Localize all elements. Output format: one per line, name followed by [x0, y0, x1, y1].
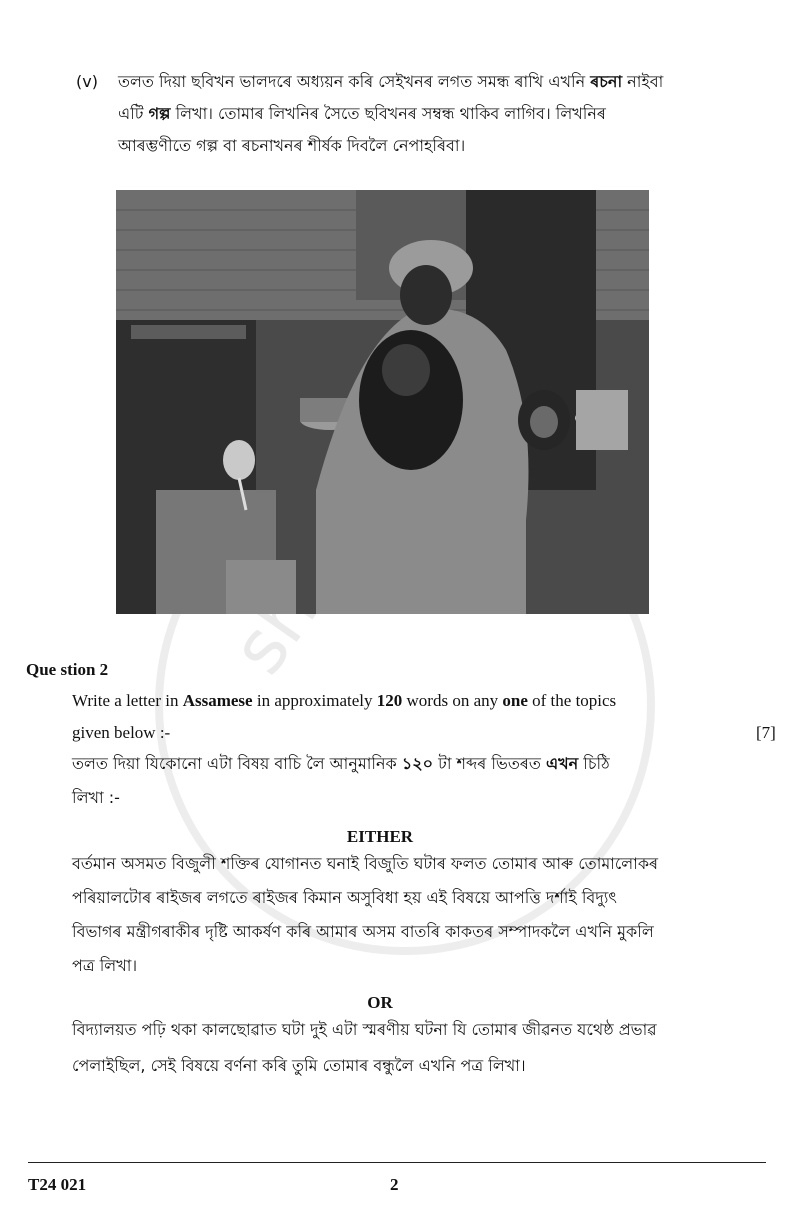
instruction-line-3: আৰম্ভণীতে গল্প বা ৰচনাখনৰ শীৰ্ষক দিবলৈ নেপাহৰিবা। — [118, 136, 466, 155]
q2-assamese-line-1: তলত দিয়া যিকোনো এটা বিষয় বাচি লৈ আনুমানিক ১২০ টা শব্দৰ ভিতৰত এখন চিঠি — [72, 754, 610, 773]
paper-code: T24 021 — [28, 1175, 87, 1194]
photo-illustration — [116, 190, 649, 614]
either-line-1: বৰ্তমান অসমত বিজুলী শক্তিৰ যোগানত ঘনাই বিজুতি ঘটাৰ ফলত তোমাৰ আৰু তোমালোকৰ — [72, 854, 659, 873]
either-line-3: বিভাগৰ মন্ত্ৰীগৰাকীৰ দৃষ্টি আকৰ্ষণ কৰি আমাৰ অসম বাতৰি কাকতৰ সম্পাদকলৈ এখনি মুকলি — [72, 922, 654, 941]
part-number: (v) — [76, 72, 98, 91]
instruction-line-1: তলত দিয়া ছবিখন ভালদৰে অধ্যয়ন কৰি সেইখনৰ লগত সমন্ধ ৰাখি এখনি ৰচনা নাইবা — [118, 72, 664, 91]
bold-rachana: ৰচনা — [590, 72, 623, 91]
instruction-line-2: এটি গল্প লিখা। তোমাৰ লিখনিৰ সৈতে ছবিখনৰ সম্বন্ধ থাকিব লাগিব। লিখনিৰ — [118, 104, 606, 123]
bold-golpo: গল্প — [148, 104, 171, 123]
either-heading: EITHER — [346, 827, 414, 846]
q2-english-line-1: Write a letter in Assamese in approximately 120 words on any one of the topics — [72, 691, 617, 710]
footer-divider — [28, 1162, 766, 1163]
page-number: 2 — [390, 1175, 399, 1194]
marks: [7] — [756, 723, 776, 742]
question-2-heading: Que stion 2 — [26, 660, 109, 679]
either-line-2: পৰিয়ালটোৰ ৰাইজৰ লগতে ৰাইজৰ কিমান অসুবিধা হয় এই বিষয়ে আপত্তি দৰ্শাই বিদ্যুৎ — [72, 888, 617, 907]
or-line-1: বিদ্যালয়ত পঢ়ি থকা কালছোৱাত ঘটা দুই এটা স্মৰণীয় ঘটনা যি তোমাৰ জীৱনত যথেষ্ঠ প্ৰভাৱ — [72, 1020, 657, 1039]
q2-english-line-2: given below :- — [72, 723, 171, 742]
either-line-4: পত্ৰ লিখা। — [72, 956, 138, 975]
or-line-2: পেলাইছিল, সেই বিষয়ে বৰ্ণনা কৰি তুমি তোমাৰ বন্ধুলৈ এখনি পত্ৰ লিখা। — [72, 1056, 526, 1075]
photograph — [116, 190, 649, 614]
q2-assamese-line-2: লিখা :- — [72, 788, 120, 807]
or-heading: OR — [367, 993, 393, 1012]
